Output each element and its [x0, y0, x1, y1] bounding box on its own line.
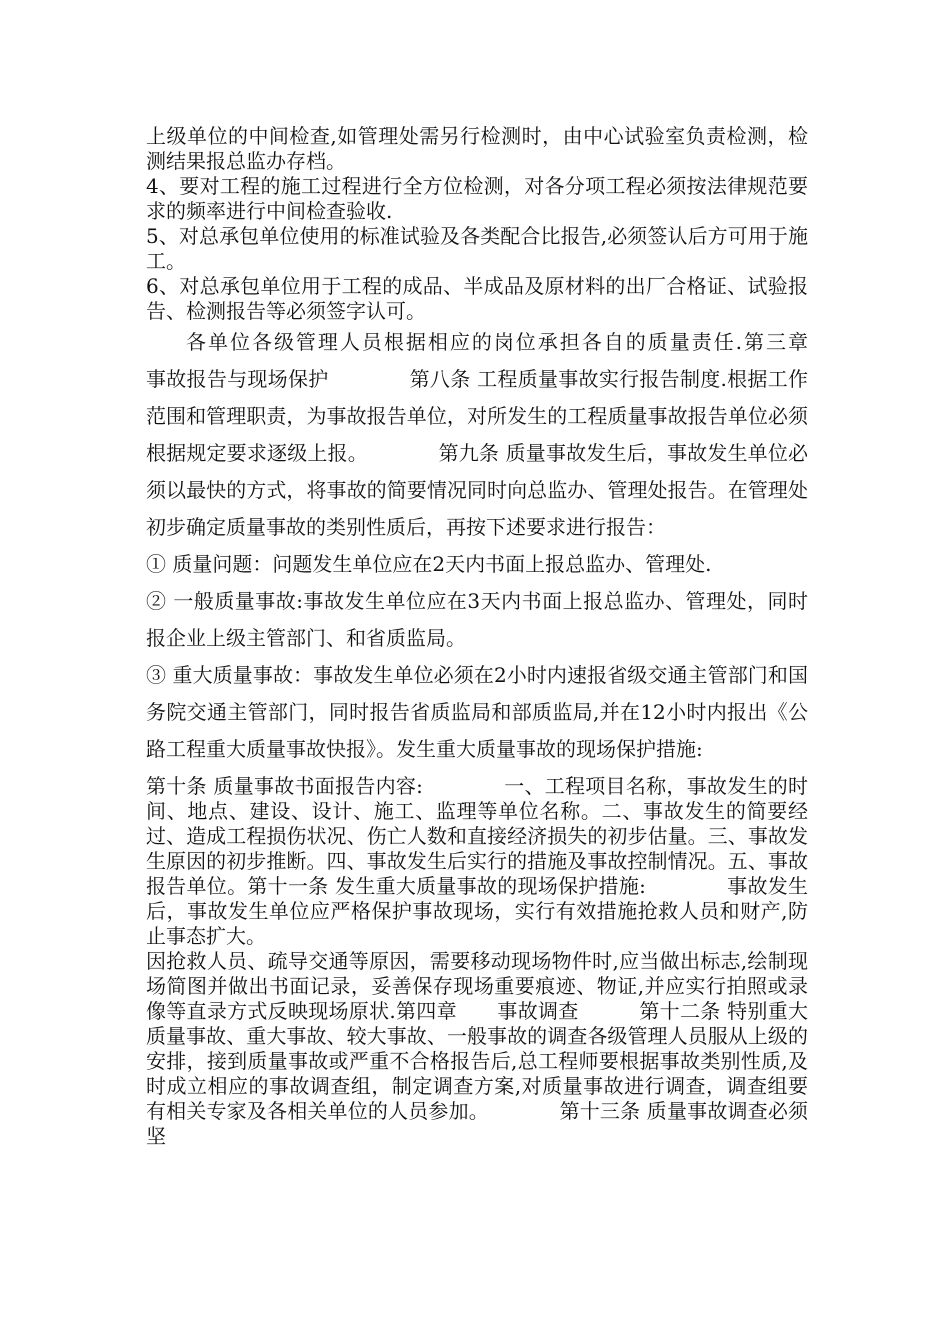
paragraph-chapter-3: 各单位各级管理人员根据相应的岗位承担各自的质量责任.第三章 事故报告与现场保护 第八条 工程质量事故实行报告制度.根据工作范围和管理职责，为事故报告单位，对所发生的工程质量事故报告单位必须根据规定要求逐级上报。 第九条 质量事故发生后，事故发生单位必须以最快的方式，将事故的简要情况同时向总监办、管理处报告。在管理处初步确定质量事故的类别性质后，再按下述要求进行报告：: [146, 330, 848, 539]
paragraph-item-5: 5、对总承包单位使用的标准试验及各类配合比报告,必须签认后方可用于施工。: [146, 224, 808, 273]
paragraph-item-4: 4、要对工程的施工过程进行全方位检测，对各分项工程必须按法律规范要求的频率进行中间检查验收.: [146, 174, 808, 223]
paragraph-article-10: 第十条 质量事故书面报告内容: 一、工程项目名称，事故发生的时间、地点、建设、设计、施工、监理等单位名称。二、事故发生的简要经过、造成工程损伤状况、伤亡人数和直接经济损失的初步估量。三、事故发生原因的初步推断。四、事故发生后实行的措施及事故控制情况。五、事故报告单位。第十一条 发生重大质量事故的现场保护措施: 事故发生后，事故发生单位应严格保护事故现场，实行有效措施抢救人员和财产,防止事态扩大。: [146, 774, 808, 948]
paragraph-inspection: 上级单位的中间检查,如管理处需另行检测时，由中心试验室负责检测，检测结果报总监办存档。: [146, 124, 808, 173]
paragraph-chapter-4: 因抢救人员、疏导交通等原因，需要移动现场物件时,应当做出标志,绘制现场简图并做出书面记录，妥善保存现场重要痕迹、物证,并应实行拍照或录像等直录方式反映现场原状.第四章 事故调查 第十二条 特别重大质量事故、重大事故、较大事故、一般事故的调查各级管理人员服从上级的安排，接到质量事故或严重不合格报告后,总工程师要根据事故类别性质,及时成立相应的事故调查组，制定调查方案,对质量事故进行调查，调查组要有相关专家及各相关单位的人员参加。 第十三条 质量事故调查必须坚: [146, 949, 808, 1148]
paragraph-major-accident: ③ 重大质量事故：事故发生单位必须在2小时内速报省级交通主管部门和国务院交通主管部门，同时报告省质监局和部质监局,并在12小时内报出《公路工程重大质量事故快报》。发生重大质量事故的现场保护措施:: [146, 663, 808, 761]
paragraph-quality-problem: ① 质量问题：问题发生单位应在2天内书面上报总监办、管理处.: [146, 552, 712, 576]
paragraph-item-6: 6、对总承包单位用于工程的成品、半成品及原材料的出厂合格证、试验报告、检测报告等必须签字认可。: [146, 274, 808, 323]
document-page: [146, 124, 848, 1149]
paragraph-general-accident: ② 一般质量事故:事故发生单位应在3天内书面上报总监办、管理处，同时报企业上级主管部门、和省质监局。: [146, 589, 808, 650]
